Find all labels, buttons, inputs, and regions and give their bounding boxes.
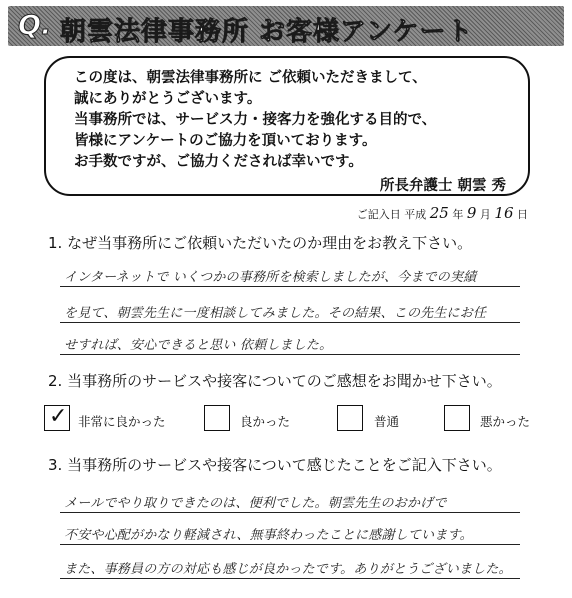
intro-line: 誠にありがとうございます。: [74, 91, 262, 107]
option-label: 普通: [374, 414, 400, 429]
check-mark-icon: ✓: [49, 404, 68, 429]
entry-date-label: ご記入日 平成: [356, 208, 427, 221]
banner-q-mark: Q.: [18, 10, 52, 41]
intro-message-box: [44, 56, 530, 196]
option-label: 非常に良かった: [78, 414, 166, 429]
answer-1-text: せすれば、安心できると思い 依頼しました。: [64, 338, 333, 353]
intro-line: お手数ですが、ご協力くだされば幸いです。: [74, 154, 363, 170]
checkbox-very-good[interactable]: [44, 405, 70, 431]
answer-1-text: インターネットで いくつかの事務所を検索しましたが、今までの実績: [64, 270, 477, 285]
signature: 所長弁護士 朝雲 秀: [379, 178, 506, 194]
answer-1-text: を見て、朝雲先生に一度相談してみました。その結果、この先生にお任: [64, 306, 487, 321]
option-label: 悪かった: [480, 414, 531, 429]
answer-3-text: また、事務員の方の対応も感じが良かったです。ありがとうございました。: [64, 562, 512, 577]
entry-date-year: 25: [429, 204, 449, 222]
checkbox-normal[interactable]: [337, 405, 363, 431]
entry-date-day: 16: [494, 204, 514, 222]
checkbox-bad[interactable]: [444, 405, 470, 431]
checkbox-good[interactable]: [204, 405, 230, 431]
answer-3-text: 不安や心配がかなり軽減され、無事終わったことに感謝しています。: [64, 528, 473, 543]
banner-title: 朝雲法律事務所 お客様アンケート: [60, 17, 474, 46]
entry-date-month-unit: 月: [479, 208, 491, 221]
question-3-label: 3. 当事務所のサービスや接客について感じたことをご記入下さい。: [48, 456, 502, 474]
entry-date: [357, 204, 528, 222]
question-1-label: 1. なぜ当事務所にご依頼いただいたのか理由をお教え下さい。: [48, 234, 473, 252]
intro-line: 皆様にアンケートのご協力を頂いております。: [74, 133, 377, 149]
title-banner: [8, 6, 564, 46]
entry-date-year-unit: 年: [452, 208, 464, 221]
entry-date-month: 9: [466, 204, 477, 222]
entry-date-day-unit: 日: [517, 208, 528, 221]
question-2-label: 2. 当事務所のサービスや接客についてのご感想をお聞かせ下さい。: [48, 372, 502, 390]
option-label: 良かった: [240, 414, 291, 429]
answer-3-text: メールでやり取りできたのは、便利でした。朝雲先生のおかげで: [64, 496, 447, 511]
intro-line: 当事務所では、サービス力・接客力を強化する目的で、: [74, 112, 437, 128]
intro-line: この度は、朝雲法律事務所に ご依頼いただきまして、: [74, 70, 427, 86]
